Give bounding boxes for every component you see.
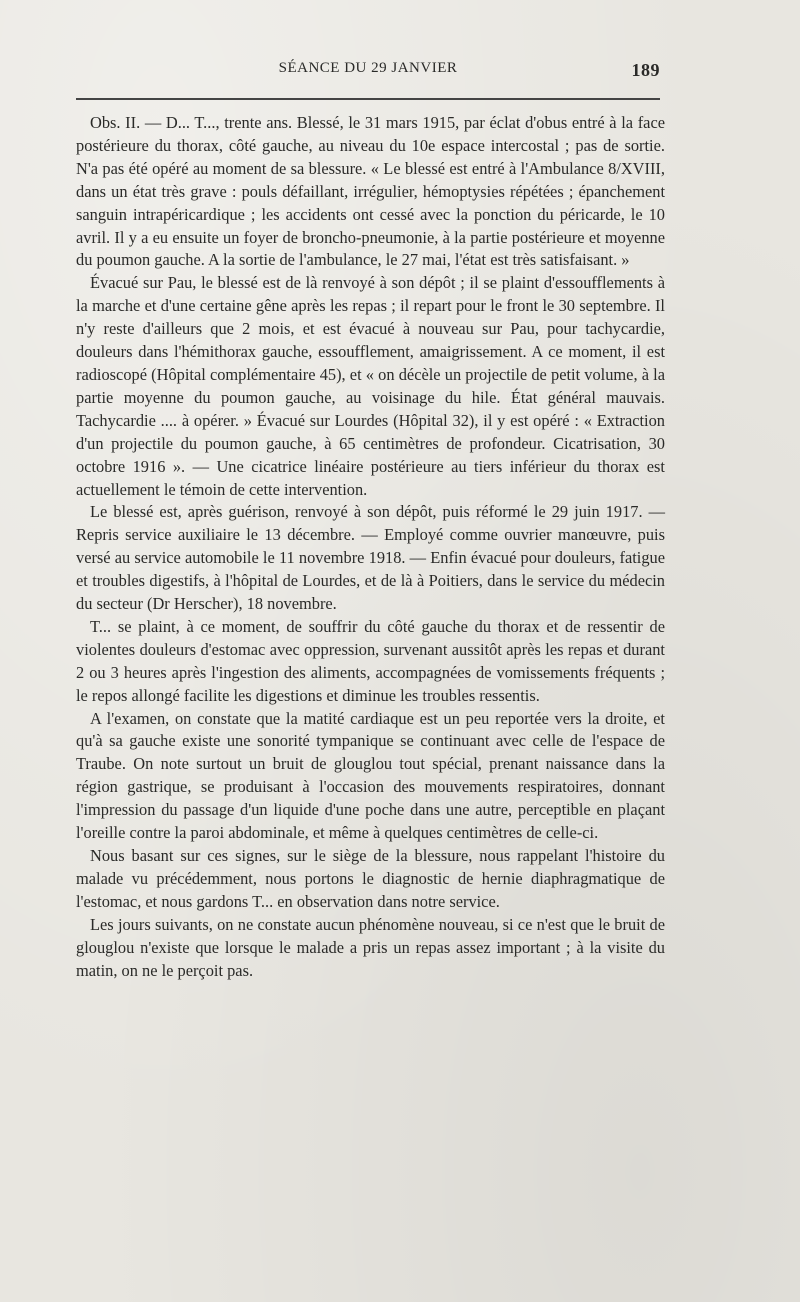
header-rule — [76, 98, 660, 100]
paragraph-reforme: Le blessé est, après guérison, renvoyé à son dépôt, puis réformé le 29 juin 1917. — Repris service auxiliaire le 13 décembre. — Employé comme ouvrier manœuvre, puis versé au service automobile le 11 novembre 1918. — Enfin évacué pour douleurs, fatigue et troubles digestifs, à l'hôpital de Lourdes, et de là à Poitiers, dans le service du médecin du secteur (Dr Herscher), 18 novembre. — [76, 502, 665, 614]
paragraph-examen: A l'examen, on constate que la matité cardiaque est un peu reportée vers la droite, et qu'à sa gauche existe une sonorité tympanique se continuant avec celle de l'espace de Traube. On note surtout un bruit de glouglou tout spécial, prenant naissance dans la région gastrique, se produisant à l'occasion des mouvements respiratoires, donnant l'impression du passage d'un liquide d'une poche dans une autre, perceptible en plaçant l'oreille contre la paroi abdominale, et même à quelques centimètres de celle-ci. — [76, 708, 665, 843]
paragraph-obs: Obs. II. — D... T..., trente ans. Blessé, le 31 mars 1915, par éclat d'obus entré à la face postérieure du thorax, côté gauche, au niveau du 10e espace intercostal ; pas de sortie. N'a pas été opéré au moment de sa blessure. « Le blessé est entré à l'Ambulance 8/XVIII, dans un état très grave : pouls défaillant, irrégulier, hémoptysies répétées ; épanchement sanguin intrapéricardique ; les accidents ont cessé avec la ponction du péricarde, le 10 avril. Il y a eu ensuite un foyer de broncho-pneumonie, à la partie postérieure et moyenne du poumon gauche. A la sortie de l'ambulance, le 27 mai, l'état est très satisfaisant. » — [76, 113, 665, 270]
running-title: SÉANCE DU 29 JANVIER — [278, 60, 458, 76]
paragraph-evacuation: Évacué sur Pau, le blessé est de là renvoyé à son dépôt ; il se plaint d'essoufflements à la marche et d'une certaine gêne après les repas ; il repart pour le front le 30 septembre. Il n'y reste d'ailleurs que 2 mois, et est évacué à nouveau sur Pau, pour tachycardie, douleurs dans l'hémithorax gauche, essoufflement, amaigrissement. A ce moment, il est radioscopé (Hôpital complémentaire 45), et « on décèle un projectile de petit volume, à la partie moyenne du poumon gauche, au voisinage du hile. État général mauvais. Tachycardie .... à opérer. » Évacué sur Lourdes (Hôpital 32), il y est opéré : « Extraction d'un projectile du poumon gauche, à 65 centimètres de profondeur. Cicatrisation, 30 octobre 1916 ». — Une cicatrice linéaire postérieure au tiers inférieur du thorax est actuellement le témoin de cette intervention. — [76, 273, 665, 499]
page-number: 189 — [631, 60, 660, 80]
body-text — [76, 112, 665, 982]
paragraph-diagnostic: Nous basant sur ces signes, sur le siège de la blessure, nous rappelant l'histoire du malade vu précédemment, nous portons le diagnostic de hernie diaphragmatique de l'estomac, et nous gardons T... en observation dans notre service. — [76, 846, 665, 911]
paragraph-suite: Les jours suivants, on ne constate aucun phénomène nouveau, si ce n'est que le bruit de glouglou n'existe que lorsque le malade a pris un repas assez important ; à la visite du matin, on ne le perçoit pas. — [76, 914, 665, 980]
running-header — [76, 60, 660, 84]
paragraph-symptoms: T... se plaint, à ce moment, de souffrir du côté gauche du thorax et de ressentir de violentes douleurs d'estomac avec oppression, survenant aussitôt après les repas et durant 2 ou 3 heures après l'ingestion des aliments, accompagnées de vomissements fréquents ; le repos allongé facilite les digestions et diminue les troubles ressentis. — [76, 616, 665, 705]
